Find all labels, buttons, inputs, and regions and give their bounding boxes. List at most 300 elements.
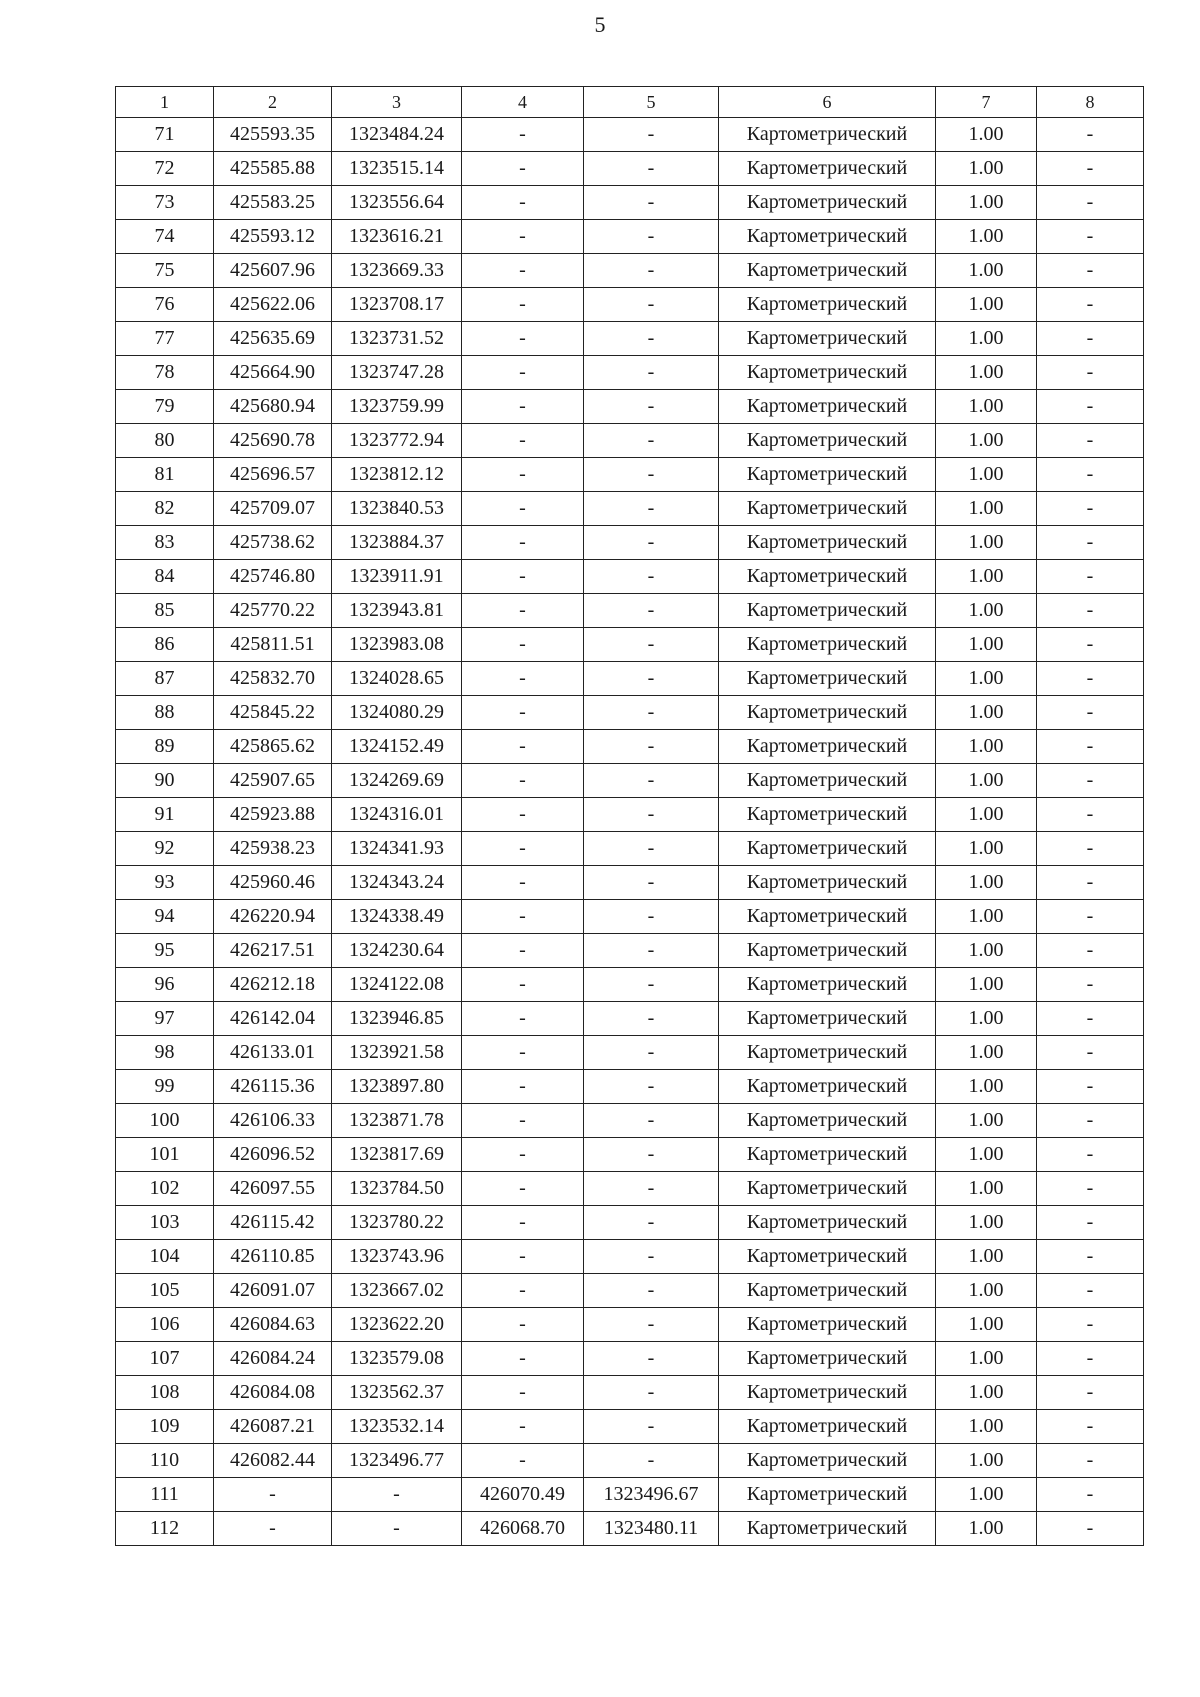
note-cell: - — [1037, 1342, 1144, 1376]
note-cell: - — [1037, 832, 1144, 866]
note-cell: - — [1037, 118, 1144, 152]
y-coordinate-cell: 1323667.02 — [332, 1274, 462, 1308]
y-coordinate-cell: 1324152.49 — [332, 730, 462, 764]
accuracy-cell: 1.00 — [936, 424, 1037, 458]
new-x-cell: - — [462, 662, 584, 696]
y-coordinate-cell: 1324028.65 — [332, 662, 462, 696]
column-header: 8 — [1037, 87, 1144, 118]
new-y-cell: 1323496.67 — [584, 1478, 719, 1512]
new-x-cell: - — [462, 458, 584, 492]
accuracy-cell: 1.00 — [936, 186, 1037, 220]
note-cell: - — [1037, 220, 1144, 254]
method-cell: Картометрический — [719, 1240, 936, 1274]
table-row — [116, 1172, 1144, 1206]
accuracy-cell: 1.00 — [936, 1444, 1037, 1478]
new-x-cell: - — [462, 356, 584, 390]
new-x-cell: - — [462, 1274, 584, 1308]
table-row — [116, 1070, 1144, 1104]
accuracy-cell: 1.00 — [936, 1172, 1037, 1206]
method-cell: Картометрический — [719, 1206, 936, 1240]
y-coordinate-cell: 1324269.69 — [332, 764, 462, 798]
point-number-cell: 81 — [116, 458, 214, 492]
accuracy-cell: 1.00 — [936, 798, 1037, 832]
point-number-cell: 96 — [116, 968, 214, 1002]
new-y-cell: - — [584, 764, 719, 798]
point-number-cell: 86 — [116, 628, 214, 662]
new-y-cell: - — [584, 1240, 719, 1274]
method-cell: Картометрический — [719, 696, 936, 730]
accuracy-cell: 1.00 — [936, 594, 1037, 628]
table-row — [116, 900, 1144, 934]
note-cell: - — [1037, 492, 1144, 526]
column-header: 6 — [719, 87, 936, 118]
y-coordinate-cell: 1323817.69 — [332, 1138, 462, 1172]
y-coordinate-cell: 1323983.08 — [332, 628, 462, 662]
new-y-cell: - — [584, 1138, 719, 1172]
x-coordinate-cell: 426106.33 — [214, 1104, 332, 1138]
new-y-cell: - — [584, 220, 719, 254]
x-coordinate-cell: 426097.55 — [214, 1172, 332, 1206]
new-x-cell: - — [462, 1308, 584, 1342]
x-coordinate-cell: 425709.07 — [214, 492, 332, 526]
table-row — [116, 1376, 1144, 1410]
point-number-cell: 93 — [116, 866, 214, 900]
method-cell: Картометрический — [719, 1376, 936, 1410]
y-coordinate-cell: 1323708.17 — [332, 288, 462, 322]
new-x-cell: - — [462, 1172, 584, 1206]
accuracy-cell: 1.00 — [936, 458, 1037, 492]
accuracy-cell: 1.00 — [936, 1036, 1037, 1070]
coordinates-table — [115, 86, 1144, 1546]
new-y-cell: - — [584, 628, 719, 662]
table-row — [116, 934, 1144, 968]
table-row — [116, 594, 1144, 628]
y-coordinate-cell: 1323532.14 — [332, 1410, 462, 1444]
table-row — [116, 1274, 1144, 1308]
method-cell: Картометрический — [719, 220, 936, 254]
x-coordinate-cell: 426084.63 — [214, 1308, 332, 1342]
method-cell: Картометрический — [719, 254, 936, 288]
accuracy-cell: 1.00 — [936, 662, 1037, 696]
x-coordinate-cell: 425622.06 — [214, 288, 332, 322]
table-row — [116, 492, 1144, 526]
new-x-cell: - — [462, 866, 584, 900]
point-number-cell: 74 — [116, 220, 214, 254]
accuracy-cell: 1.00 — [936, 1104, 1037, 1138]
table-row — [116, 1002, 1144, 1036]
table-row — [116, 1308, 1144, 1342]
x-coordinate-cell: 426133.01 — [214, 1036, 332, 1070]
table-body — [116, 118, 1144, 1546]
table-row — [116, 356, 1144, 390]
method-cell: Картометрический — [719, 628, 936, 662]
y-coordinate-cell: 1323921.58 — [332, 1036, 462, 1070]
point-number-cell: 91 — [116, 798, 214, 832]
x-coordinate-cell: 425923.88 — [214, 798, 332, 832]
method-cell: Картометрический — [719, 186, 936, 220]
table-row — [116, 1240, 1144, 1274]
method-cell: Картометрический — [719, 934, 936, 968]
method-cell: Картометрический — [719, 1070, 936, 1104]
column-header: 7 — [936, 87, 1037, 118]
note-cell: - — [1037, 1070, 1144, 1104]
note-cell: - — [1037, 1410, 1144, 1444]
new-y-cell: - — [584, 662, 719, 696]
y-coordinate-cell: 1323515.14 — [332, 152, 462, 186]
new-x-cell: - — [462, 322, 584, 356]
point-number-cell: 78 — [116, 356, 214, 390]
y-coordinate-cell: - — [332, 1478, 462, 1512]
accuracy-cell: 1.00 — [936, 492, 1037, 526]
accuracy-cell: 1.00 — [936, 866, 1037, 900]
method-cell: Картометрический — [719, 288, 936, 322]
table-row — [116, 1444, 1144, 1478]
method-cell: Картометрический — [719, 832, 936, 866]
note-cell: - — [1037, 764, 1144, 798]
new-x-cell: - — [462, 118, 584, 152]
note-cell: - — [1037, 730, 1144, 764]
point-number-cell: 88 — [116, 696, 214, 730]
accuracy-cell: 1.00 — [936, 390, 1037, 424]
note-cell: - — [1037, 934, 1144, 968]
new-x-cell: - — [462, 628, 584, 662]
table-row — [116, 560, 1144, 594]
table-row — [116, 1138, 1144, 1172]
accuracy-cell: 1.00 — [936, 764, 1037, 798]
new-x-cell: - — [462, 696, 584, 730]
new-x-cell: - — [462, 424, 584, 458]
point-number-cell: 97 — [116, 1002, 214, 1036]
accuracy-cell: 1.00 — [936, 526, 1037, 560]
y-coordinate-cell: 1323556.64 — [332, 186, 462, 220]
new-x-cell: - — [462, 832, 584, 866]
note-cell: - — [1037, 1104, 1144, 1138]
accuracy-cell: 1.00 — [936, 1410, 1037, 1444]
note-cell: - — [1037, 288, 1144, 322]
new-y-cell: - — [584, 968, 719, 1002]
note-cell: - — [1037, 254, 1144, 288]
accuracy-cell: 1.00 — [936, 900, 1037, 934]
new-y-cell: - — [584, 1274, 719, 1308]
new-y-cell: - — [584, 1104, 719, 1138]
table-row — [116, 764, 1144, 798]
x-coordinate-cell: 426217.51 — [214, 934, 332, 968]
new-y-cell: - — [584, 254, 719, 288]
note-cell: - — [1037, 1274, 1144, 1308]
column-header: 5 — [584, 87, 719, 118]
method-cell: Картометрический — [719, 730, 936, 764]
accuracy-cell: 1.00 — [936, 1138, 1037, 1172]
accuracy-cell: 1.00 — [936, 560, 1037, 594]
x-coordinate-cell: 426110.85 — [214, 1240, 332, 1274]
y-coordinate-cell: 1323562.37 — [332, 1376, 462, 1410]
new-y-cell: - — [584, 866, 719, 900]
note-cell: - — [1037, 696, 1144, 730]
point-number-cell: 102 — [116, 1172, 214, 1206]
new-x-cell: - — [462, 1444, 584, 1478]
accuracy-cell: 1.00 — [936, 1206, 1037, 1240]
accuracy-cell: 1.00 — [936, 934, 1037, 968]
new-y-cell: - — [584, 1002, 719, 1036]
y-coordinate-cell: 1324341.93 — [332, 832, 462, 866]
accuracy-cell: 1.00 — [936, 1070, 1037, 1104]
table-row — [116, 1206, 1144, 1240]
y-coordinate-cell: 1323669.33 — [332, 254, 462, 288]
x-coordinate-cell: 425811.51 — [214, 628, 332, 662]
point-number-cell: 109 — [116, 1410, 214, 1444]
new-y-cell: - — [584, 1410, 719, 1444]
new-y-cell: 1323480.11 — [584, 1512, 719, 1546]
x-coordinate-cell: 426212.18 — [214, 968, 332, 1002]
point-number-cell: 92 — [116, 832, 214, 866]
new-y-cell: - — [584, 594, 719, 628]
point-number-cell: 87 — [116, 662, 214, 696]
new-y-cell: - — [584, 696, 719, 730]
table-row — [116, 458, 1144, 492]
accuracy-cell: 1.00 — [936, 220, 1037, 254]
note-cell: - — [1037, 1002, 1144, 1036]
x-coordinate-cell: 426091.07 — [214, 1274, 332, 1308]
x-coordinate-cell: 425696.57 — [214, 458, 332, 492]
y-coordinate-cell: 1323784.50 — [332, 1172, 462, 1206]
note-cell: - — [1037, 1512, 1144, 1546]
method-cell: Картометрический — [719, 1172, 936, 1206]
accuracy-cell: 1.00 — [936, 1478, 1037, 1512]
column-header: 3 — [332, 87, 462, 118]
note-cell: - — [1037, 662, 1144, 696]
new-x-cell: 426070.49 — [462, 1478, 584, 1512]
accuracy-cell: 1.00 — [936, 1376, 1037, 1410]
new-x-cell: - — [462, 1410, 584, 1444]
point-number-cell: 77 — [116, 322, 214, 356]
y-coordinate-cell: 1323780.22 — [332, 1206, 462, 1240]
x-coordinate-cell: 425738.62 — [214, 526, 332, 560]
method-cell: Картометрический — [719, 390, 936, 424]
new-x-cell: - — [462, 288, 584, 322]
method-cell: Картометрический — [719, 492, 936, 526]
x-coordinate-cell: 425690.78 — [214, 424, 332, 458]
accuracy-cell: 1.00 — [936, 1308, 1037, 1342]
point-number-cell: 112 — [116, 1512, 214, 1546]
accuracy-cell: 1.00 — [936, 1512, 1037, 1546]
point-number-cell: 72 — [116, 152, 214, 186]
accuracy-cell: 1.00 — [936, 730, 1037, 764]
column-header: 4 — [462, 87, 584, 118]
note-cell: - — [1037, 1308, 1144, 1342]
new-y-cell: - — [584, 492, 719, 526]
x-coordinate-cell: 426084.08 — [214, 1376, 332, 1410]
table-row — [116, 152, 1144, 186]
x-coordinate-cell: 425585.88 — [214, 152, 332, 186]
point-number-cell: 107 — [116, 1342, 214, 1376]
note-cell: - — [1037, 1138, 1144, 1172]
new-y-cell: - — [584, 424, 719, 458]
accuracy-cell: 1.00 — [936, 254, 1037, 288]
new-y-cell: - — [584, 560, 719, 594]
new-y-cell: - — [584, 730, 719, 764]
y-coordinate-cell: 1323731.52 — [332, 322, 462, 356]
x-coordinate-cell: 425938.23 — [214, 832, 332, 866]
point-number-cell: 108 — [116, 1376, 214, 1410]
column-header: 2 — [214, 87, 332, 118]
new-x-cell: - — [462, 152, 584, 186]
y-coordinate-cell: 1323884.37 — [332, 526, 462, 560]
new-x-cell: - — [462, 492, 584, 526]
new-y-cell: - — [584, 1036, 719, 1070]
table-row — [116, 322, 1144, 356]
new-y-cell: - — [584, 118, 719, 152]
table-row — [116, 696, 1144, 730]
method-cell: Картометрический — [719, 594, 936, 628]
new-y-cell: - — [584, 186, 719, 220]
point-number-cell: 84 — [116, 560, 214, 594]
table-row — [116, 628, 1144, 662]
method-cell: Картометрический — [719, 1478, 936, 1512]
method-cell: Картометрический — [719, 526, 936, 560]
new-y-cell: - — [584, 1444, 719, 1478]
y-coordinate-cell: 1323616.21 — [332, 220, 462, 254]
point-number-cell: 82 — [116, 492, 214, 526]
accuracy-cell: 1.00 — [936, 968, 1037, 1002]
new-x-cell: - — [462, 1104, 584, 1138]
y-coordinate-cell: 1323484.24 — [332, 118, 462, 152]
page-number: 5 — [594, 12, 606, 37]
note-cell: - — [1037, 1172, 1144, 1206]
y-coordinate-cell: - — [332, 1512, 462, 1546]
x-coordinate-cell: 425680.94 — [214, 390, 332, 424]
new-x-cell: - — [462, 798, 584, 832]
new-x-cell: - — [462, 560, 584, 594]
new-x-cell: - — [462, 1138, 584, 1172]
y-coordinate-cell: 1323496.77 — [332, 1444, 462, 1478]
point-number-cell: 71 — [116, 118, 214, 152]
new-y-cell: - — [584, 1342, 719, 1376]
y-coordinate-cell: 1324338.49 — [332, 900, 462, 934]
y-coordinate-cell: 1323871.78 — [332, 1104, 462, 1138]
method-cell: Картометрический — [719, 1308, 936, 1342]
new-y-cell: - — [584, 1206, 719, 1240]
new-y-cell: - — [584, 900, 719, 934]
y-coordinate-cell: 1323759.99 — [332, 390, 462, 424]
note-cell: - — [1037, 458, 1144, 492]
x-coordinate-cell: 425583.25 — [214, 186, 332, 220]
new-y-cell: - — [584, 1308, 719, 1342]
new-x-cell: - — [462, 1342, 584, 1376]
accuracy-cell: 1.00 — [936, 696, 1037, 730]
y-coordinate-cell: 1323812.12 — [332, 458, 462, 492]
note-cell: - — [1037, 424, 1144, 458]
note-cell: - — [1037, 1376, 1144, 1410]
x-coordinate-cell: 426082.44 — [214, 1444, 332, 1478]
new-y-cell: - — [584, 152, 719, 186]
point-number-cell: 94 — [116, 900, 214, 934]
method-cell: Картометрический — [719, 1444, 936, 1478]
accuracy-cell: 1.00 — [936, 322, 1037, 356]
point-number-cell: 104 — [116, 1240, 214, 1274]
method-cell: Картометрический — [719, 458, 936, 492]
new-x-cell: - — [462, 1070, 584, 1104]
y-coordinate-cell: 1323579.08 — [332, 1342, 462, 1376]
point-number-cell: 73 — [116, 186, 214, 220]
y-coordinate-cell: 1324316.01 — [332, 798, 462, 832]
accuracy-cell: 1.00 — [936, 356, 1037, 390]
accuracy-cell: 1.00 — [936, 1342, 1037, 1376]
method-cell: Картометрический — [719, 1138, 936, 1172]
note-cell: - — [1037, 1444, 1144, 1478]
x-coordinate-cell: 425664.90 — [214, 356, 332, 390]
method-cell: Картометрический — [719, 1036, 936, 1070]
new-x-cell: - — [462, 186, 584, 220]
x-coordinate-cell: 425865.62 — [214, 730, 332, 764]
y-coordinate-cell: 1324230.64 — [332, 934, 462, 968]
note-cell: - — [1037, 560, 1144, 594]
method-cell: Картометрический — [719, 356, 936, 390]
x-coordinate-cell: - — [214, 1512, 332, 1546]
note-cell: - — [1037, 1478, 1144, 1512]
new-y-cell: - — [584, 1376, 719, 1410]
note-cell: - — [1037, 526, 1144, 560]
table-row — [116, 1342, 1144, 1376]
y-coordinate-cell: 1323747.28 — [332, 356, 462, 390]
x-coordinate-cell: 425770.22 — [214, 594, 332, 628]
point-number-cell: 103 — [116, 1206, 214, 1240]
y-coordinate-cell: 1324122.08 — [332, 968, 462, 1002]
method-cell: Картометрический — [719, 798, 936, 832]
method-cell: Картометрический — [719, 866, 936, 900]
y-coordinate-cell: 1323772.94 — [332, 424, 462, 458]
accuracy-cell: 1.00 — [936, 152, 1037, 186]
table-row — [116, 1104, 1144, 1138]
y-coordinate-cell: 1323622.20 — [332, 1308, 462, 1342]
new-x-cell: - — [462, 968, 584, 1002]
new-y-cell: - — [584, 1172, 719, 1206]
method-cell: Картометрический — [719, 968, 936, 1002]
note-cell: - — [1037, 390, 1144, 424]
point-number-cell: 106 — [116, 1308, 214, 1342]
y-coordinate-cell: 1323840.53 — [332, 492, 462, 526]
table-header-row — [116, 87, 1144, 118]
method-cell: Картометрический — [719, 152, 936, 186]
table-row — [116, 1036, 1144, 1070]
point-number-cell: 90 — [116, 764, 214, 798]
x-coordinate-cell: 426142.04 — [214, 1002, 332, 1036]
new-x-cell: - — [462, 390, 584, 424]
new-x-cell: - — [462, 1376, 584, 1410]
y-coordinate-cell: 1324343.24 — [332, 866, 462, 900]
x-coordinate-cell: 425746.80 — [214, 560, 332, 594]
x-coordinate-cell: 425832.70 — [214, 662, 332, 696]
table-row — [116, 186, 1144, 220]
table-row — [116, 1410, 1144, 1444]
point-number-cell: 110 — [116, 1444, 214, 1478]
new-x-cell: 426068.70 — [462, 1512, 584, 1546]
column-header: 1 — [116, 87, 214, 118]
accuracy-cell: 1.00 — [936, 1240, 1037, 1274]
accuracy-cell: 1.00 — [936, 628, 1037, 662]
new-x-cell: - — [462, 1002, 584, 1036]
x-coordinate-cell: 425907.65 — [214, 764, 332, 798]
note-cell: - — [1037, 356, 1144, 390]
new-x-cell: - — [462, 1240, 584, 1274]
note-cell: - — [1037, 186, 1144, 220]
table-row — [116, 1478, 1144, 1512]
new-y-cell: - — [584, 1070, 719, 1104]
new-x-cell: - — [462, 1036, 584, 1070]
method-cell: Картометрический — [719, 1342, 936, 1376]
point-number-cell: 76 — [116, 288, 214, 322]
x-coordinate-cell: 426096.52 — [214, 1138, 332, 1172]
method-cell: Картометрический — [719, 1104, 936, 1138]
